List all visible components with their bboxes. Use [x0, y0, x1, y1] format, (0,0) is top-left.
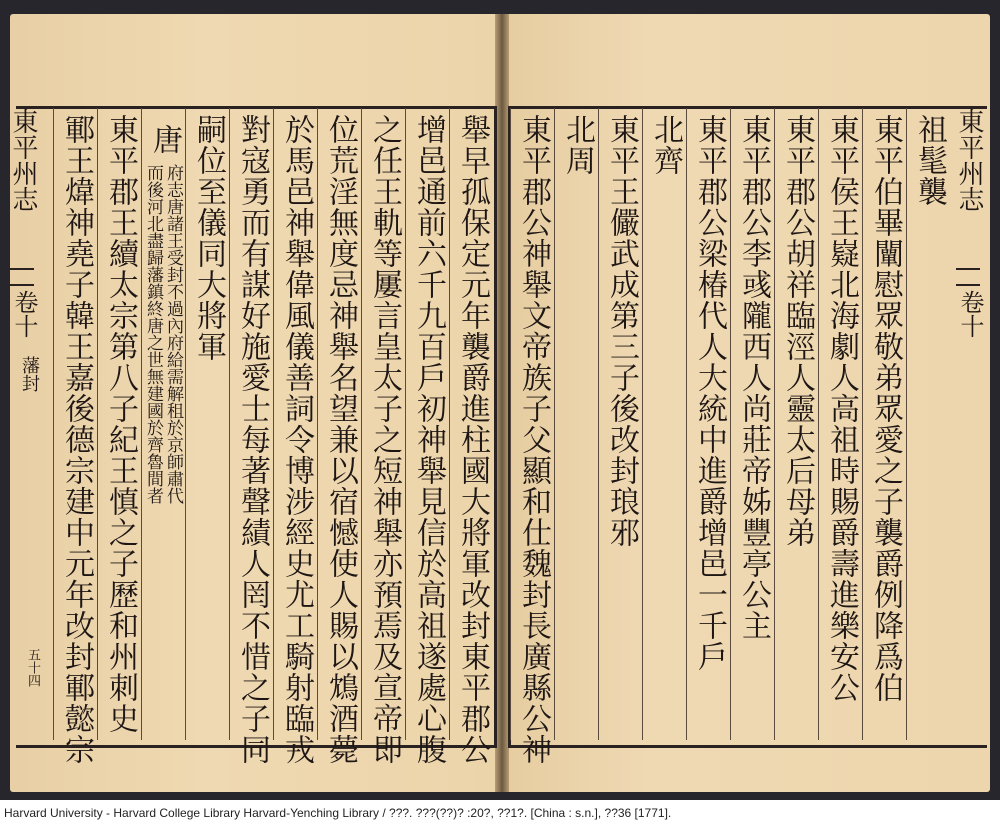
right-column-10	[510, 108, 555, 765]
left-page-margin	[2, 108, 42, 740]
page-number: 五十四	[25, 648, 40, 687]
right-column-9	[554, 108, 599, 740]
left-column-2	[405, 108, 450, 765]
column-text: 東平郡公胡祥臨涇人靈太后母弟	[780, 114, 815, 548]
section-title: 藩封	[19, 356, 40, 392]
column-text: 嗣位至儀同大將軍	[191, 114, 226, 362]
column-text: 東平郡王續太宗第八子紀王慎之子歷和州刺史	[103, 114, 138, 734]
column-text: 鄆王煒神堯子韓王嘉後德宗建中元年改封鄆懿宗	[59, 114, 94, 765]
column-text: 東平郡公神舉文帝族子父顯和仕魏封長廣縣公神	[516, 114, 551, 765]
column-text: 增邑通前六千九百戶初神舉見信於高祖遂處心腹	[411, 114, 446, 765]
left-column-10	[53, 108, 98, 765]
column-text: 東平伯畢闡慰眾敬弟眾愛之子襲爵例降爲伯	[868, 114, 903, 703]
left-column-8	[141, 108, 186, 740]
left-column-5	[273, 108, 318, 765]
juan-number: 卷十	[956, 290, 984, 338]
left-column-9	[97, 108, 142, 740]
right-page-margin	[948, 108, 988, 740]
dynasty-heading: 北周	[560, 114, 595, 176]
right-column-6	[686, 108, 731, 740]
book-title: 東平州志	[8, 108, 38, 212]
left-column-1	[449, 108, 494, 765]
book-gutter	[495, 14, 509, 792]
book-title: 東平州志	[954, 108, 984, 212]
left-column-4	[317, 108, 362, 765]
column-text: 東平侯王嶷北海劇人高祖時賜爵壽進樂安公	[824, 114, 859, 703]
juan-number: 卷十	[10, 290, 38, 338]
column-text: 位荒淫無度忌神舉名望兼以宿憾使人賜以鴆酒薨	[323, 114, 358, 765]
dynasty-heading: 唐	[147, 123, 182, 155]
dynasty-heading: 北齊	[648, 114, 683, 176]
left-column-3	[361, 108, 406, 765]
column-text: 東平王儼武成第三子後改封琅邪	[604, 114, 639, 548]
commentary-note: 府志唐諸王受封不過內府給需解租於京師肅代	[163, 164, 183, 504]
column-text: 於馬邑神舉偉風儀善詞令博涉經史尤工騎射臨戎	[279, 114, 314, 765]
commentary-note: 而後河北盡歸藩鎮終唐之世無建國於齊魯間者	[143, 164, 163, 504]
right-column-3	[818, 108, 863, 740]
column-text: 東平郡公梁椿代人大統中進爵增邑一千戶	[692, 114, 727, 672]
fishtail-mark	[956, 268, 980, 286]
column-text: 舉早孤保定元年襲爵進柱國大將軍改封東平郡公	[455, 114, 490, 765]
column-text: 祖髦襲	[912, 114, 947, 207]
right-column-5	[730, 108, 775, 740]
column-text: 對寇勇而有謀好施愛士每著聲績人罔不惜之子同	[235, 114, 270, 765]
right-column-7	[642, 108, 687, 740]
column-text: 東平郡公李彧隴西人尚莊帝姊豐亭公主	[736, 114, 771, 641]
column-text: 之任王軌等屢言皇太子之短神舉亦預焉及宣帝即	[367, 114, 402, 765]
right-column-1	[906, 108, 951, 740]
right-column-2	[862, 108, 907, 740]
right-column-4	[774, 108, 819, 740]
source-caption: Harvard University - Harvard College Library Harvard-Yenching Library / ???. ???(??)? :20?, ??1?. [China : s.n.], ??36 [1771].	[4, 806, 672, 820]
fishtail-mark	[10, 268, 34, 286]
right-column-8	[598, 108, 643, 740]
left-column-6	[229, 108, 274, 765]
left-column-7	[185, 108, 230, 740]
